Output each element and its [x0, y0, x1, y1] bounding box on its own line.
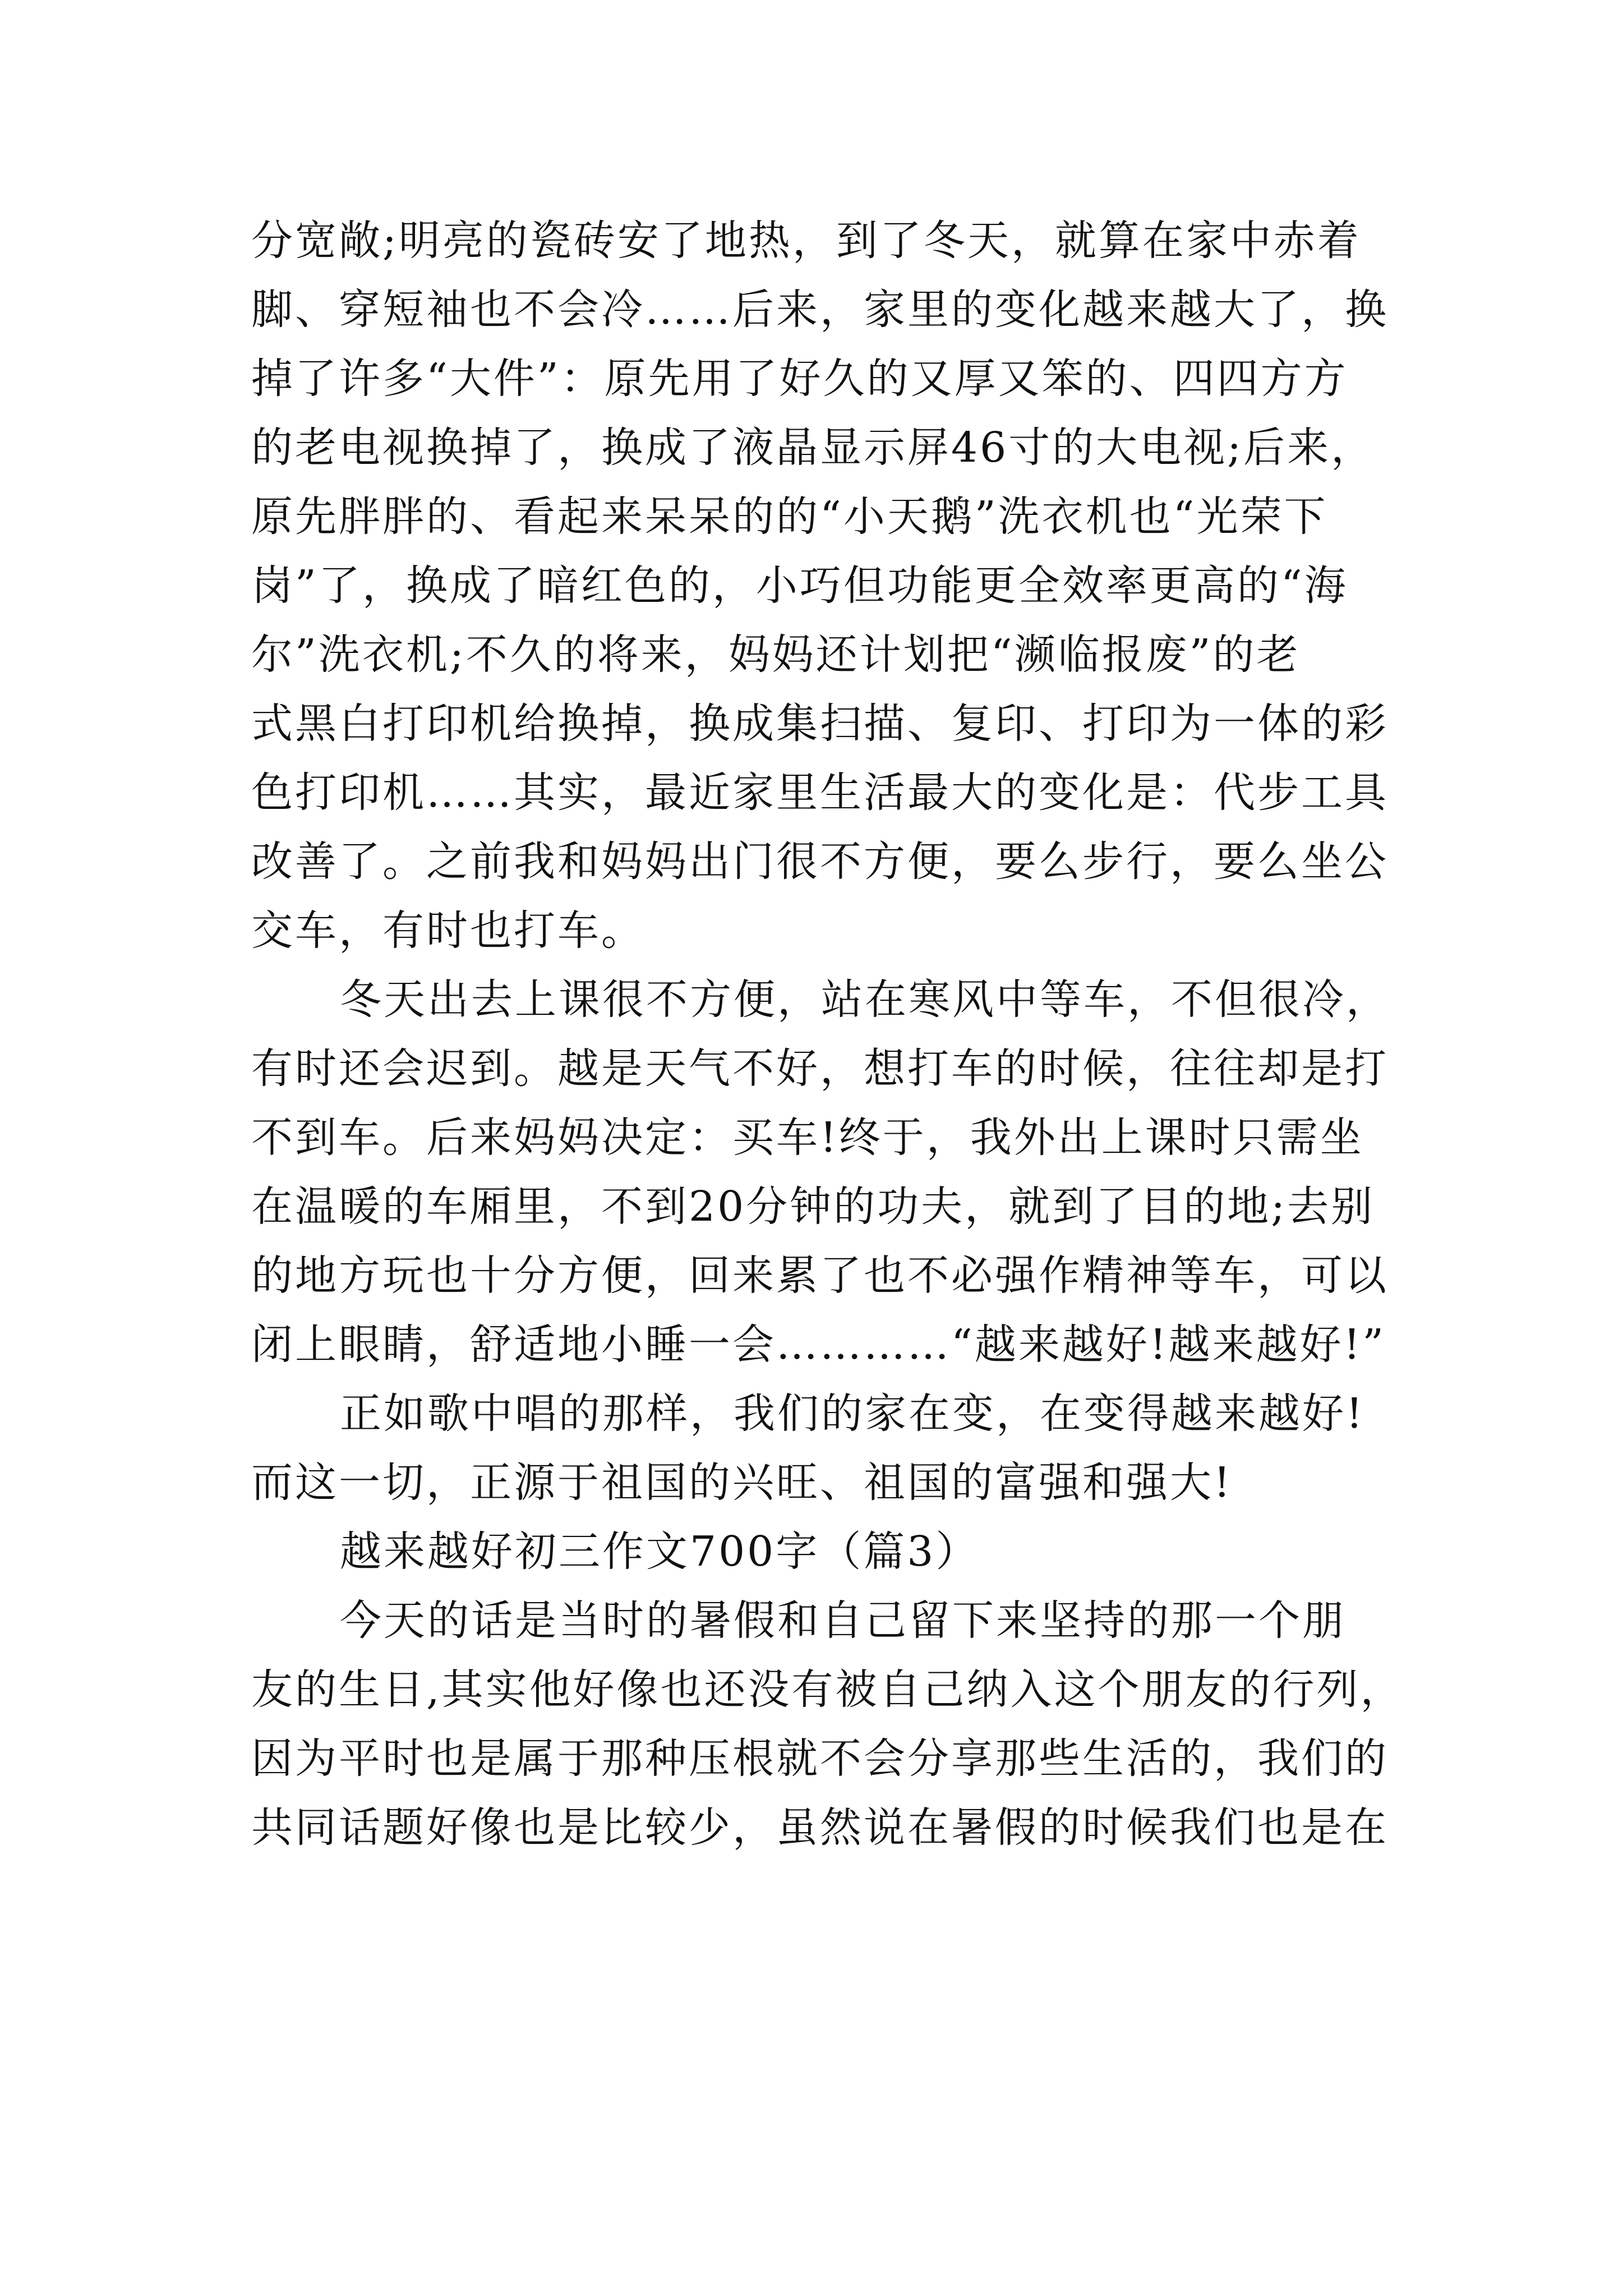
text-line: 分宽敞;明亮的瓷砖安了地热，到了冬天，就算在家中赤着 [251, 217, 1361, 265]
text-line: 在温暖的车厢里，不到20分钟的功夫，就到了目的地;去别 [251, 1182, 1375, 1231]
text-line: 尔”洗衣机;不久的将来，妈妈还计划把“濒临报废”的老 [251, 631, 1301, 679]
text-line: 共同话题好像也是比较少，虽然说在暑假的时候我们也是在 [251, 1803, 1389, 1852]
text-line: 脚、穿短袖也不会冷……后来，家里的变化越来越大了，换 [251, 286, 1389, 334]
paragraph-start-line: 冬天出去上课很不方便，站在寒风中等车，不但很冷， [340, 976, 1390, 1024]
text-line: 因为平时也是属于那种压根就不会分享那些生活的，我们的 [251, 1734, 1389, 1783]
text-line: 的老电视换掉了，换成了液晶显示屏46寸的大电视;后来， [251, 424, 1375, 472]
paragraph-start-line: 今天的话是当时的暑假和自己留下来坚持的那一个朋 [340, 1596, 1346, 1645]
text-line: 交车，有时也打车。 [251, 907, 645, 955]
section-heading: 越来越好初三作文700字（篇3） [340, 1527, 980, 1576]
text-line: 有时还会迟到。越是天气不好，想打车的时候，往往却是打 [251, 1045, 1389, 1093]
text-line: 而这一切，正源于祖国的兴旺、祖国的富强和强大! [251, 1458, 1233, 1507]
text-line: 掉了许多“大件”：原先用了好久的又厚又笨的、四四方方 [251, 355, 1348, 403]
text-line: 原先胖胖的、看起来呆呆的的“小天鹅”洗衣机也“光荣下 [251, 493, 1328, 541]
document-body [251, 206, 1404, 1862]
text-line: 改善了。之前我和妈妈出门很不方便，要么步行，要么坐公 [251, 838, 1389, 886]
paragraph-start-line: 正如歌中唱的那样，我们的家在变，在变得越来越好! [340, 1389, 1365, 1438]
text-line: 闭上眼睛，舒适地小睡一会…………“越来越好!越来越好!” [251, 1320, 1386, 1369]
text-line: 的地方玩也十分方便，回来累了也不必强作精神等车，可以 [251, 1251, 1389, 1300]
text-line: 式黑白打印机给换掉，换成集扫描、复印、打印为一体的彩 [251, 700, 1389, 748]
text-line: 不到车。后来妈妈决定：买车!终于，我外出上课时只需坐 [251, 1114, 1364, 1162]
text-line: 友的生日,其实他好像也还没有被自己纳入这个朋友的行列， [251, 1665, 1404, 1714]
text-line: 色打印机……其实，最近家里生活最大的变化是：代步工具 [251, 769, 1389, 817]
text-line: 岗”了，换成了暗红色的，小巧但功能更全效率更高的“海 [251, 562, 1348, 610]
